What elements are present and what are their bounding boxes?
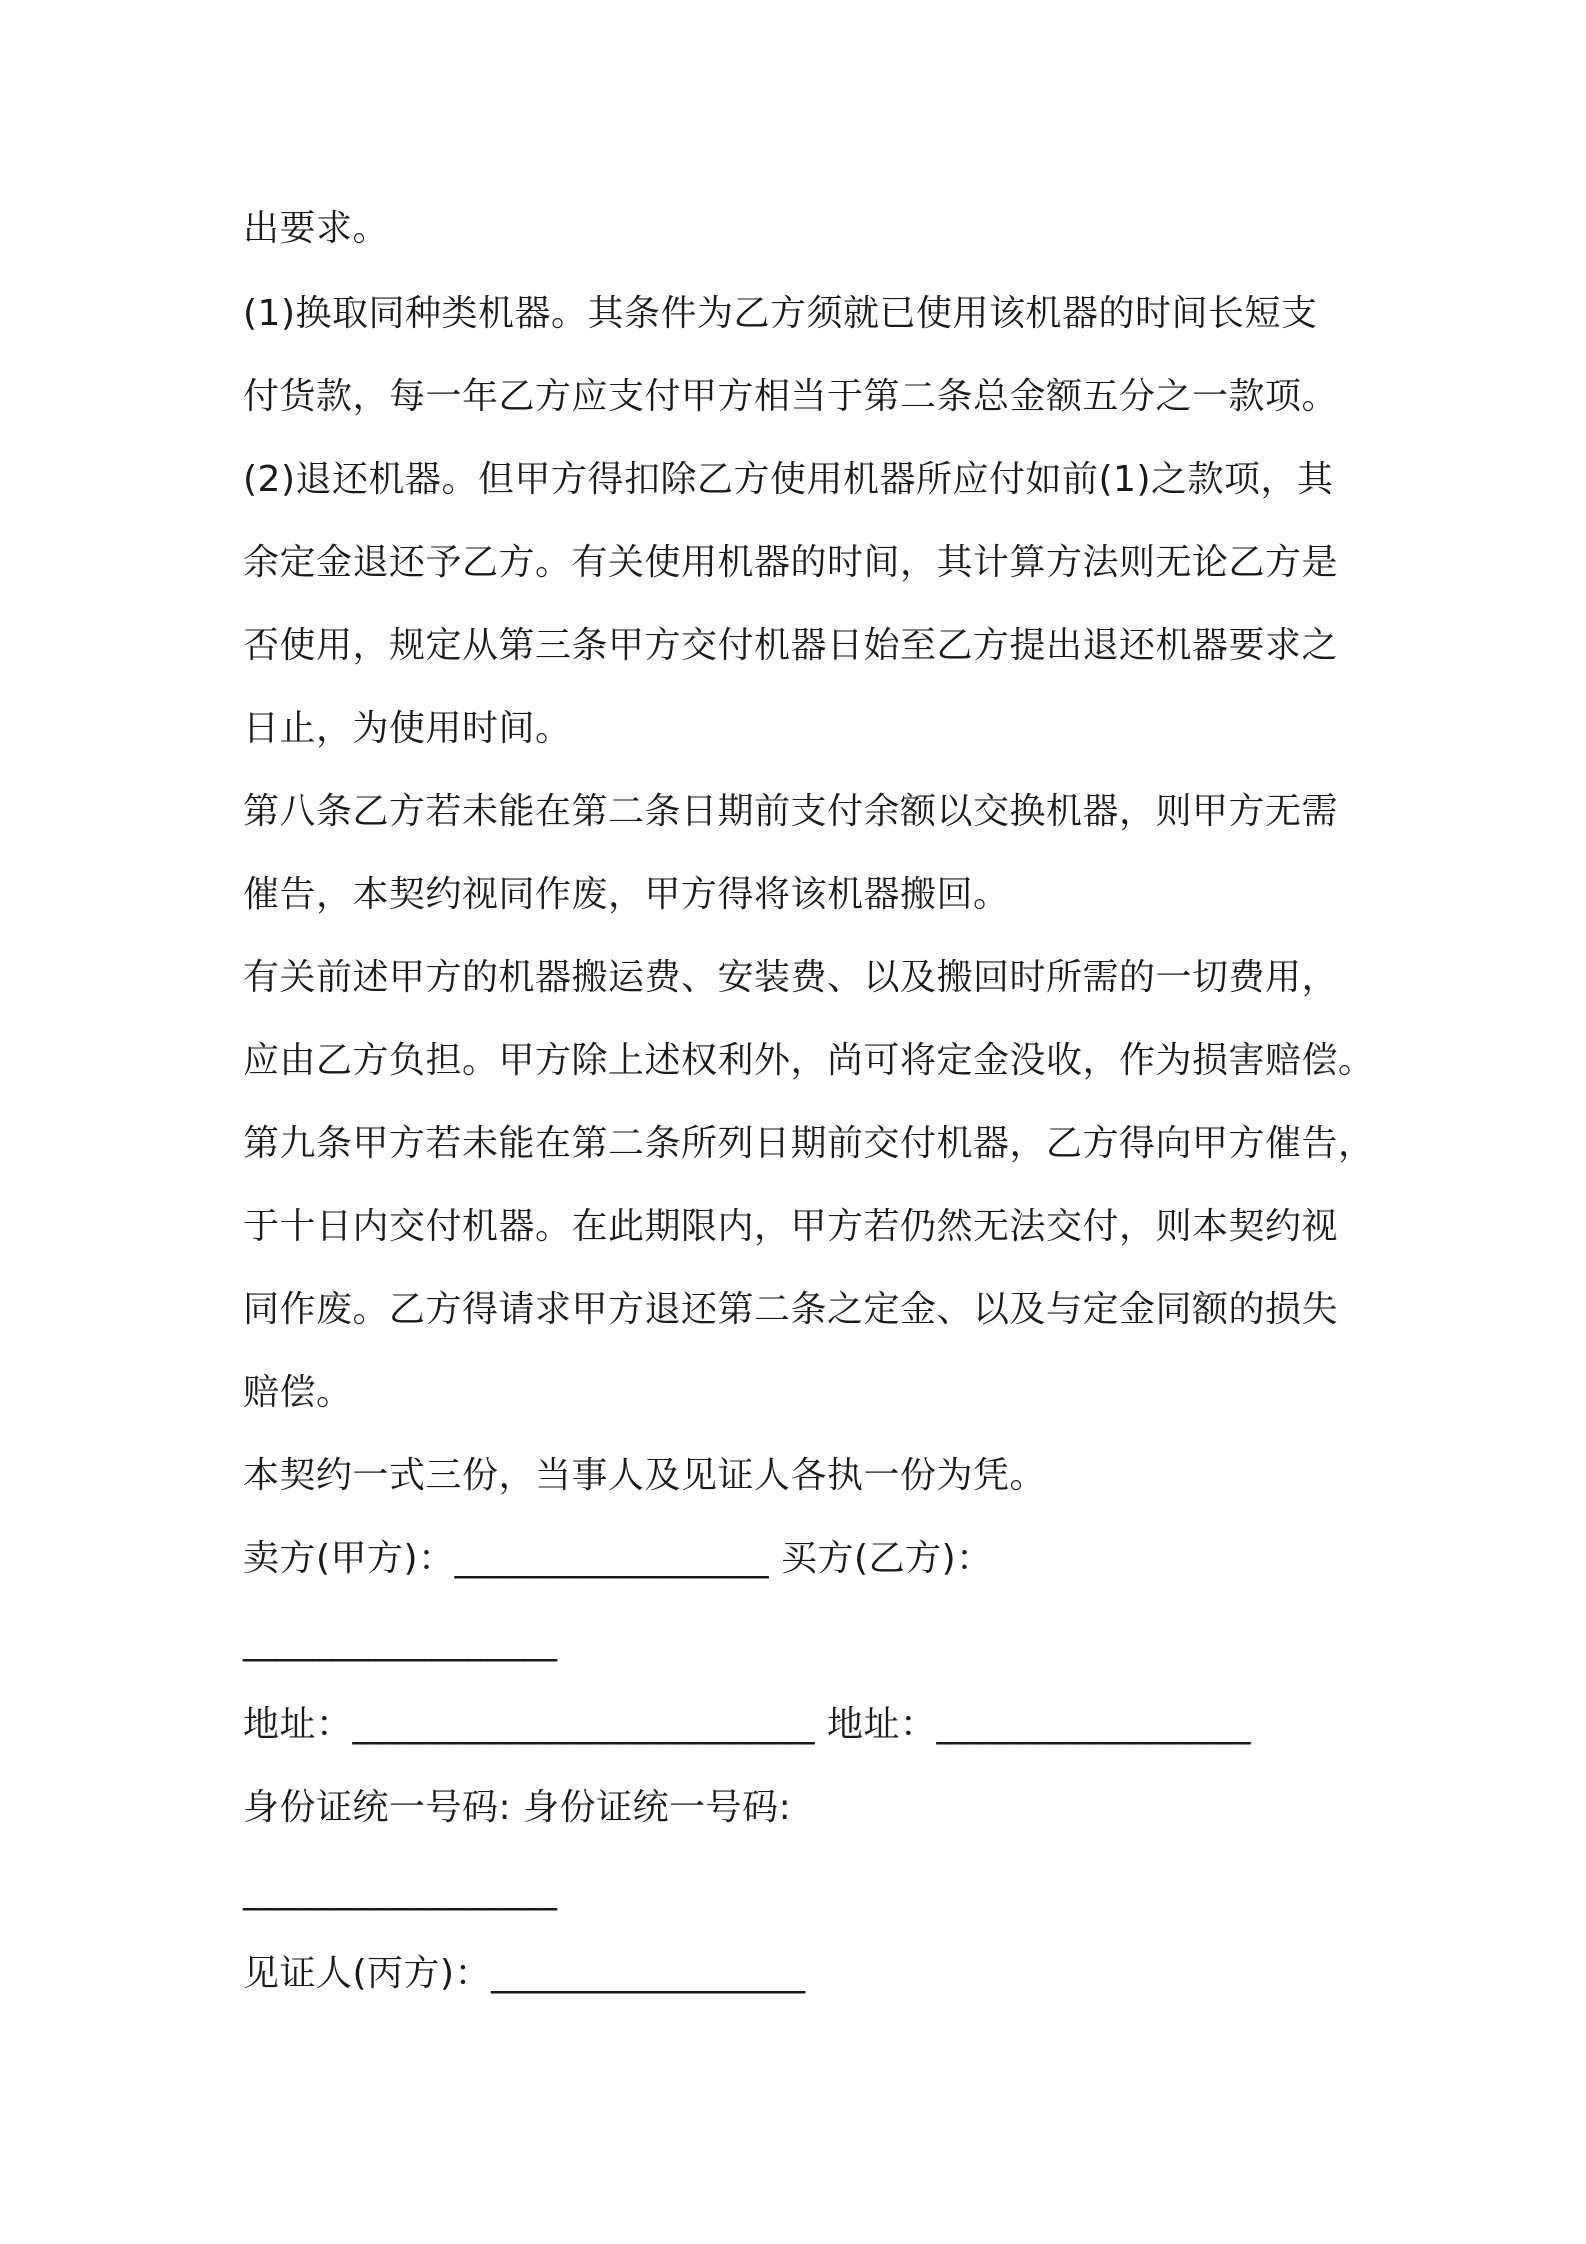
witness-signature-line: 见证人(丙方)：_________________ (243, 1953, 806, 1994)
text-line: 有关前述甲方的机器搬运费、安装费、以及搬回时所需的一切费用， (243, 957, 1339, 998)
copies-clause: 本契约一式三份，当事人及见证人各执一份为凭。 (243, 1455, 1047, 1496)
text-line: 余定金退还予乙方。有关使用机器的时间，其计算方法则无论乙方是 (243, 542, 1339, 583)
text-line: 同作废。乙方得请求甲方退还第二条之定金、以及与定金同额的损失 (243, 1289, 1339, 1330)
text-line: 付货款，每一年乙方应支付甲方相当于第二条总金额五分之一款项。 (243, 376, 1339, 417)
text-line: 出要求。 (243, 208, 390, 249)
address-line: 地址：_________________________ 地址：_________________ (243, 1704, 1251, 1745)
seller-buyer-signature-line: 卖方(甲方)：_________________ 买方(乙方)： (243, 1538, 993, 1579)
id-number-line: 身份证统一号码: 身份证统一号码: (243, 1787, 792, 1828)
text-line: 否使用，规定从第三条甲方交付机器日始至乙方提出退还机器要求之 (243, 625, 1339, 666)
text-line: (1)换取同种类机器。其条件为乙方须就已使用该机器的时间长短支 (243, 293, 1318, 334)
article-9-text: 第九条甲方若未能在第二条所列日期前交付机器，乙方得向甲方催告， (243, 1123, 1375, 1164)
id-number-blank: _________________ (243, 1870, 558, 1911)
buyer-signature-blank: _________________ (243, 1621, 558, 1662)
text-line: 于十日内交付机器。在此期限内，甲方若仍然无法交付，则本契约视 (243, 1206, 1339, 1247)
text-line: 应由乙方负担。甲方除上述权利外，尚可将定金没收，作为损害赔偿。 (243, 1040, 1375, 1081)
article-8-text: 第八条乙方若未能在第二条日期前支付余额以交换机器，则甲方无需 (243, 791, 1339, 832)
text-line: 催告，本契约视同作废，甲方得将该机器搬回。 (243, 874, 1010, 915)
text-line: 赔偿。 (243, 1372, 353, 1413)
text-line: 日止，为使用时间。 (243, 708, 572, 749)
text-line: (2)退还机器。但甲方得扣除乙方使用机器所应付如前(1)之款项，其 (243, 459, 1334, 500)
